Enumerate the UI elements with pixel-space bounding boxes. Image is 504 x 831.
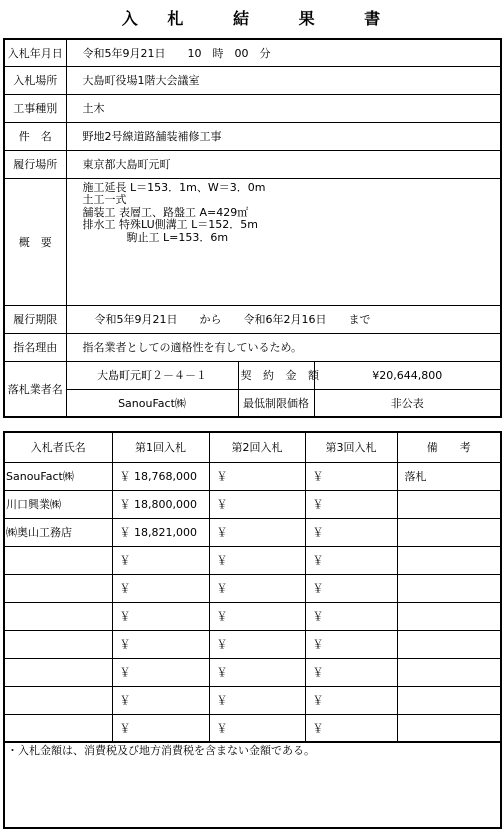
table-row xyxy=(4,490,501,518)
title-char: 果 xyxy=(298,9,317,28)
remarks-cell xyxy=(397,490,501,518)
table-row xyxy=(4,574,501,602)
round1-cell: ￥ xyxy=(112,686,209,714)
table-row xyxy=(4,518,501,546)
winner-address: 大島町元町２－４－１ xyxy=(66,361,238,389)
table-row xyxy=(4,658,501,686)
type-value: 土木 xyxy=(66,94,501,122)
bidder-name-cell xyxy=(4,602,112,630)
reason-value: 指名業者としての適格性を有しているため。 xyxy=(66,333,501,361)
remarks-cell xyxy=(397,714,501,742)
round1-cell: ￥ xyxy=(112,574,209,602)
round3-cell: ￥ xyxy=(305,602,397,630)
footnote: ・入札金額は、消費税及び地方消費税を含まない金額である。 xyxy=(7,744,315,757)
table-row xyxy=(4,462,501,490)
header-bidder: 入札者氏名 xyxy=(4,432,112,462)
bidder-name-cell xyxy=(4,574,112,602)
summary-label: 概 要 xyxy=(4,178,66,305)
table-row xyxy=(4,546,501,574)
round2-cell: ￥ xyxy=(209,658,305,686)
document-title xyxy=(0,6,504,29)
bidder-name-cell xyxy=(4,658,112,686)
summary-line: 土工一式 xyxy=(82,193,127,206)
table-row xyxy=(4,686,501,714)
date-value: 令和5年9月21日 10 時 00 分 xyxy=(66,39,501,66)
bidder-name-cell xyxy=(4,686,112,714)
remarks-cell xyxy=(397,546,501,574)
round1-cell: ￥ 18,821,000 xyxy=(112,518,209,546)
contract-label: 契 約 金 額 xyxy=(238,361,314,389)
period-label: 履行期限 xyxy=(4,305,66,333)
round2-cell: ￥ xyxy=(209,462,305,490)
summary-line: 駒止工 L=153．6m xyxy=(82,230,229,244)
round1-cell: ￥ xyxy=(112,658,209,686)
footnote-box xyxy=(3,741,502,829)
round3-cell: ￥ xyxy=(305,714,397,742)
remarks-cell xyxy=(397,658,501,686)
round2-cell: ￥ xyxy=(209,630,305,658)
name-label: 件 名 xyxy=(4,122,66,150)
min-price-label: 最低制限価格 xyxy=(238,389,314,417)
title-char: 書 xyxy=(364,9,383,28)
reason-label: 指名理由 xyxy=(4,333,66,361)
round3-cell: ￥ xyxy=(305,630,397,658)
remarks-cell: 落札 xyxy=(397,462,501,490)
round2-cell: ￥ xyxy=(209,714,305,742)
header-round1: 第1回入札 xyxy=(112,432,209,462)
place-label: 入札場所 xyxy=(4,66,66,94)
summary-value xyxy=(66,178,501,305)
round3-cell: ￥ xyxy=(305,490,397,518)
bid-results-table xyxy=(3,431,502,743)
date-label: 入札年月日 xyxy=(4,39,66,66)
bidder-name-cell xyxy=(4,630,112,658)
round2-cell: ￥ xyxy=(209,686,305,714)
round1-cell: ￥ 18,800,000 xyxy=(112,490,209,518)
round1-cell: ￥ xyxy=(112,602,209,630)
header-remarks: 備 考 xyxy=(397,432,501,462)
round2-cell: ￥ xyxy=(209,490,305,518)
table-row xyxy=(4,602,501,630)
summary-line: 排水工 特殊LU側溝工 L＝152．5m xyxy=(82,218,258,231)
round3-cell: ￥ xyxy=(305,686,397,714)
table-row xyxy=(4,714,501,742)
remarks-cell xyxy=(397,574,501,602)
table-header-row xyxy=(4,432,501,462)
contract-value: ¥20,644,800 xyxy=(314,361,501,389)
remarks-cell xyxy=(397,518,501,546)
bidder-name-cell xyxy=(4,714,112,742)
title-char: 入 xyxy=(121,9,140,28)
summary-line: 舗装工 表層工、路盤工 A=429㎡ xyxy=(82,205,249,219)
round3-cell: ￥ xyxy=(305,518,397,546)
round2-cell: ￥ xyxy=(209,574,305,602)
bidder-name-cell: 川口興業㈱ xyxy=(4,490,112,518)
title-char: 札 xyxy=(167,9,186,28)
period-value: 令和5年9月21日 から 令和6年2月16日 まで xyxy=(66,305,501,333)
summary-line: 施工延長 L＝153．1m、W＝3．0m xyxy=(82,180,266,194)
site-label: 履行場所 xyxy=(4,150,66,178)
round3-cell: ￥ xyxy=(305,546,397,574)
round1-cell: ￥ xyxy=(112,630,209,658)
round1-cell: ￥ 18,768,000 xyxy=(112,462,209,490)
round1-cell: ￥ xyxy=(112,714,209,742)
bidder-name-cell xyxy=(4,546,112,574)
round3-cell: ￥ xyxy=(305,574,397,602)
round2-cell: ￥ xyxy=(209,518,305,546)
round2-cell: ￥ xyxy=(209,546,305,574)
bidder-name-cell: ㈱奥山工務店 xyxy=(4,518,112,546)
round1-cell: ￥ xyxy=(112,546,209,574)
min-price-value: 非公表 xyxy=(314,389,501,417)
remarks-cell xyxy=(397,686,501,714)
round2-cell: ￥ xyxy=(209,602,305,630)
header-round3: 第3回入札 xyxy=(305,432,397,462)
site-value: 東京都大島町元町 xyxy=(66,150,501,178)
winner-label: 落札業者名 xyxy=(4,361,66,417)
table-row xyxy=(4,630,501,658)
remarks-cell xyxy=(397,630,501,658)
bidder-name-cell: SanouFact㈱ xyxy=(4,462,112,490)
winner-name: SanouFact㈱ xyxy=(66,389,238,417)
round3-cell: ￥ xyxy=(305,658,397,686)
header-round2: 第2回入札 xyxy=(209,432,305,462)
type-label: 工事種別 xyxy=(4,94,66,122)
place-value: 大島町役場1階大会議室 xyxy=(66,66,501,94)
remarks-cell xyxy=(397,602,501,630)
round3-cell: ￥ xyxy=(305,462,397,490)
name-value: 野地2号線道路舗装補修工事 xyxy=(66,122,501,150)
title-char: 結 xyxy=(232,9,251,28)
bid-info-table xyxy=(3,38,502,418)
